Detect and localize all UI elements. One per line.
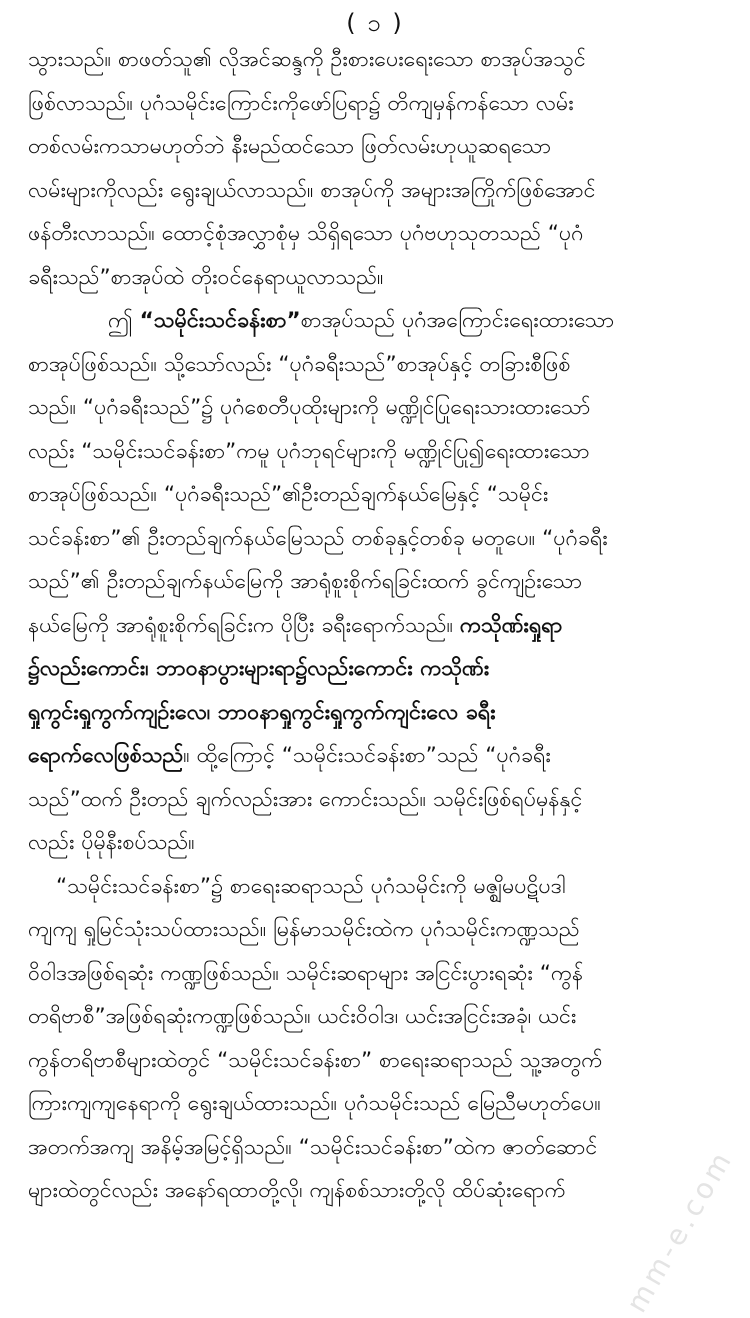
text-segment: ။ ထို့ကြောင့် “သမိုင်းသင်ခန်းစာ”သည် “ပုဂံခရီး bbox=[183, 743, 551, 768]
text-line bbox=[28, 1082, 736, 1126]
text-segment: သည်”၏ ဦးတည်ချက်နယ်မြေကို အာရုံစူးစိုက်ရခြင်းထက် ခွင်ကျဉ်းသော bbox=[28, 569, 582, 594]
text-segment: ဝိဝါဒအဖြစ်ရဆုံး ကဏ္ဍဖြစ်သည်။ သမိုင်းဆရာများ အငြင်းပွားရဆုံး “ကွန် bbox=[28, 961, 583, 986]
text-segment: ဤ bbox=[108, 308, 140, 333]
text-line bbox=[28, 1039, 736, 1083]
text-segment: လည်း ပိုမိုနီးစပ်သည်။ bbox=[28, 830, 195, 855]
page-number: ( ၁ ) bbox=[0, 8, 750, 38]
text-line bbox=[28, 517, 736, 561]
body-text bbox=[28, 38, 736, 1213]
text-line bbox=[28, 473, 736, 517]
text-line bbox=[28, 386, 736, 430]
text-line bbox=[28, 647, 736, 691]
text-line bbox=[28, 604, 736, 648]
text-line bbox=[28, 865, 736, 909]
text-segment: ခရီးသည်”စာအုပ်ထဲ တိုးဝင်နေရာယူလာသည်။ bbox=[28, 265, 384, 290]
text-segment: စာအုပ်ဖြစ်သည်။ သို့သော်လည်း “ပုဂံခရီးသည်”စာအုပ်နှင့် တခြားစီဖြစ် bbox=[28, 352, 570, 377]
text-line bbox=[28, 821, 736, 865]
text-segment: ဖန်တီးလာသည်။ ထောင့်စုံအလွှာစုံမှ သိရှိရသော ပုဂံဗဟုသုတသည် “ပုဂံ bbox=[28, 221, 583, 246]
text-line bbox=[28, 952, 736, 996]
text-line bbox=[28, 38, 736, 82]
text-segment: နယ်မြေကို အာရုံစူးစိုက်ရခြင်းက ပိုပြီး ခရီးရောက်သည်။ bbox=[28, 613, 460, 638]
text-segment: လည်း “သမိုင်းသင်ခန်းစာ”ကမူ ပုဂံဘုရင်များကို မဏ္ဍိုင်ပြု၍ရေးထားသော bbox=[28, 439, 590, 464]
text-segment: သည်။ “ပုဂံခရီးသည်”၌ ပုဂံစေတီပုထိုးများကို မဏ္ဍိုင်ပြုရေးသားထားသော် bbox=[28, 395, 591, 420]
text-segment: သင်ခန်းစာ”၏ ဦးတည်ချက်နယ်မြေသည် တစ်ခုနှင့်တစ်ခု မတူပေ။ “ပုဂံခရီး bbox=[28, 526, 608, 551]
text-segment: အတက်အကျ အနိမ့်အမြင့်ရှိသည်။ “သမိုင်းသင်ခန်းစာ”ထဲက ဇာတ်ဆောင် bbox=[28, 1135, 597, 1160]
text-segment: “သမိုင်းသင်ခန်းစာ”၌ စာရေးဆရာသည် ပုဂံသမိုင်းကို မဇ္ဈိမပဋိပဒါ bbox=[56, 874, 566, 899]
text-line bbox=[28, 256, 736, 300]
text-line bbox=[28, 734, 736, 778]
text-line bbox=[28, 82, 736, 126]
text-line bbox=[28, 212, 736, 256]
text-line bbox=[28, 778, 736, 822]
text-segment: ကြားကျကျနေရာကို ရွေးချယ်ထားသည်။ ပုဂံသမိုင်းသည် မြေညီမဟုတ်ပေ။ bbox=[28, 1091, 601, 1116]
text-line bbox=[28, 908, 736, 952]
text-line bbox=[28, 560, 736, 604]
text-segment: ဖြစ်လာသည်။ ပုဂံသမိုင်းကြောင်းကိုဖော်ပြရာ၌ တိကျမှန်ကန်သော လမ်း bbox=[28, 91, 574, 116]
bold-text-segment: ၌လည်းကောင်း၊ ဘာဝနာပွားများရာ၌လည်းကောင်း ကသိုဏ်း bbox=[28, 656, 489, 681]
text-segment: တစ်လမ်းကသာမဟုတ်ဘဲ နီးမည်ထင်သော ဖြတ်လမ်းဟုယူဆရသော bbox=[28, 134, 551, 159]
text-segment: ကျကျ ရှုမြင်သုံးသပ်ထားသည်။ မြန်မာသမိုင်းထဲက ပုဂံသမိုင်းကဏ္ဍသည် bbox=[28, 917, 580, 942]
text-line bbox=[28, 343, 736, 387]
text-line bbox=[28, 169, 736, 213]
bold-text-segment: ရောက်လေဖြစ်သည် bbox=[28, 743, 183, 768]
text-segment: လမ်းများကိုလည်း ရွေးချယ်လာသည်။ စာအုပ်ကို အများအကြိုက်ဖြစ်အောင် bbox=[28, 178, 596, 203]
watermark: mm-e.com bbox=[620, 1144, 740, 1318]
text-segment: စာအုပ်ဖြစ်သည်။ “ပုဂံခရီးသည်”၏ဦးတည်ချက်နယ်မြေနှင့် “သမိုင်း bbox=[28, 482, 548, 507]
text-segment: တရိဗာစီ”အဖြစ်ရဆုံးကဏ္ဍဖြစ်သည်။ ယင်းဝိဝါဒ၊ ယင်းအငြင်းအခုံ၊ ယင်း bbox=[28, 1004, 576, 1029]
text-line bbox=[28, 125, 736, 169]
bold-text-segment: “သမိုင်းသင်ခန်းစာ” bbox=[140, 308, 301, 333]
text-line bbox=[28, 691, 736, 735]
text-line bbox=[28, 430, 736, 474]
text-segment: ကွန်တရိဗာစီများထဲတွင် “သမိုင်းသင်ခန်းစာ” စာရေးဆရာသည် သူ့အတွက် bbox=[28, 1048, 602, 1073]
text-segment: များထဲတွင်လည်း အနော်ရထာတို့လို၊ ကျန်စစ်သားတို့လို ထိပ်ဆုံးရောက် bbox=[28, 1178, 566, 1203]
text-line bbox=[28, 995, 736, 1039]
text-segment: သွားသည်။ စာဖတ်သူ၏ လိုအင်ဆန္ဒကို ဦးစားပေးရေးသော စာအုပ်အသွင် bbox=[28, 47, 586, 72]
text-line bbox=[28, 1169, 736, 1213]
text-line bbox=[28, 1126, 736, 1170]
bold-text-segment: ကသိုဏ်းရှုရာ bbox=[460, 613, 562, 638]
text-segment: သည်”ထက် ဦးတည် ချက်လည်းအား ကောင်းသည်။ သမိုင်းဖြစ်ရပ်မှန်နှင့် bbox=[28, 787, 582, 812]
text-segment: စာအုပ်သည် ပုဂံအကြောင်းရေးထားသော bbox=[301, 308, 615, 333]
bold-text-segment: ရှုကွင်းရှုကွက်ကျဉ်းလေ၊ ဘာဝနာရှုကွင်းရှုကွက်ကျင်းလေ ခရီး bbox=[28, 700, 496, 725]
text-line bbox=[28, 299, 736, 343]
